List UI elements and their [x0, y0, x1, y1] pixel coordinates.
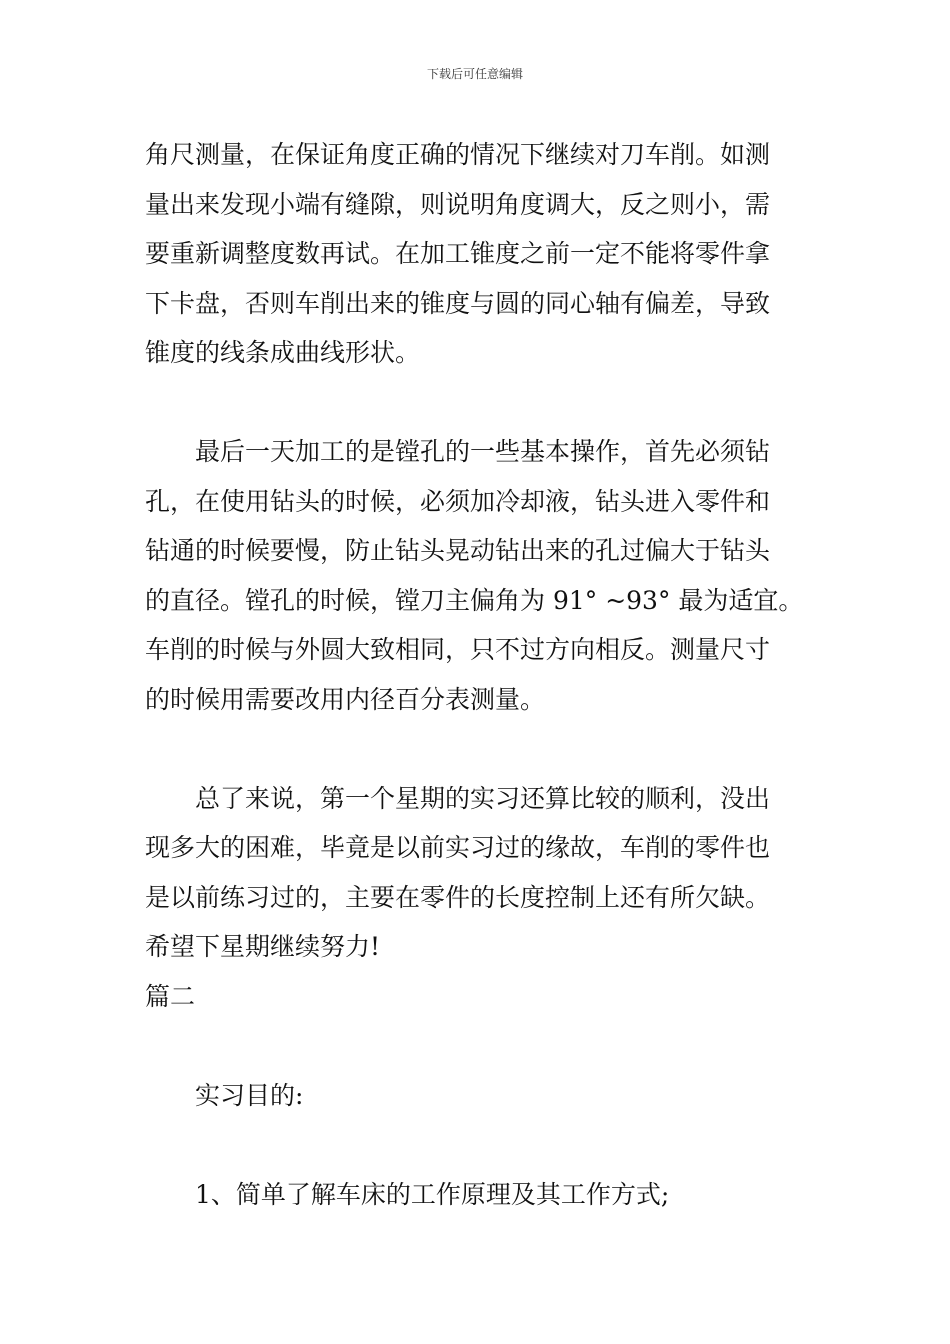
- objective-item-text: 1、简单了解车床的工作原理及其工作方式;: [195, 1179, 670, 1209]
- text-line: 孔，在使用钻头的时候，必须加冷却液，钻头进入零件和: [145, 486, 771, 516]
- paragraph-summary: [145, 774, 810, 972]
- text-line: 的直径。镗孔的时候，镗刀主偏角为 91° ~93° 最为适宜。: [145, 585, 804, 615]
- text-line: 下卡盘，否则车削出来的锥度与圆的同心轴有偏差，导致: [145, 288, 771, 318]
- text-line: 锥度的线条成曲线形状。: [145, 338, 421, 367]
- paragraph-gap: [145, 1120, 810, 1170]
- section-title: [145, 972, 810, 1022]
- text-line: 量出来发现小端有缝隙，则说明角度调大，反之则小，需: [145, 189, 771, 219]
- paragraph-taper-measurement: [145, 130, 810, 378]
- text-line: 最后一天加工的是镗孔的一些基本操作，首先必须钻: [195, 437, 771, 466]
- page-header: 下载后可任意编辑: [426, 67, 523, 81]
- objective-item: [145, 1170, 810, 1220]
- text-line: 现多大的困难，毕竟是以前实习过的缘故，车削的零件也: [145, 833, 771, 862]
- text-line: 希望下星期继续努力!: [145, 932, 381, 961]
- text-line: 是以前练习过的，主要在零件的长度控制上还有所欠缺。: [145, 882, 771, 912]
- paragraph-gap: [145, 378, 810, 428]
- text-line: 车削的时候与外圆大致相同，只不过方向相反。测量尺寸: [145, 635, 771, 664]
- paragraph-gap: [145, 724, 810, 774]
- section-title-text: 篇二: [145, 981, 196, 1011]
- paragraph-gap: [145, 1021, 810, 1071]
- document-body: [145, 130, 810, 1219]
- text-line: 的时候用需要改用内径百分表测量。: [145, 684, 546, 714]
- text-line: 总了来说，第一个星期的实习还算比较的顺利，没出: [195, 783, 771, 813]
- objective-heading-text: 实习目的:: [195, 1080, 304, 1110]
- text-line: 钻通的时候要慢，防止钻头晃动钻出来的孔过偏大于钻头: [145, 536, 771, 565]
- objective-heading: [145, 1071, 810, 1121]
- paragraph-boring: [145, 427, 810, 724]
- text-line: 要重新调整度数再试。在加工锥度之前一定不能将零件拿: [145, 239, 771, 268]
- text-line: 角尺测量，在保证角度正确的情况下继续对刀车削。如测: [145, 140, 771, 169]
